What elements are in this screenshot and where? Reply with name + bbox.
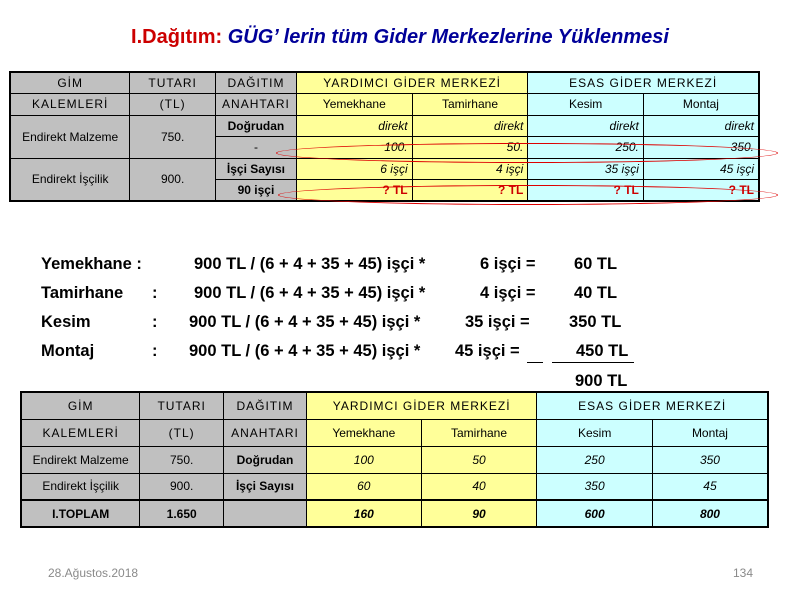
amount-cell: 900. <box>130 158 216 201</box>
slide-title <box>0 26 800 49</box>
item-cell: Endirekt Malzeme <box>21 446 140 473</box>
value-cell: 45 işçi <box>643 158 759 180</box>
allocation-input-table <box>9 71 760 202</box>
value-cell: 250 <box>537 446 653 473</box>
value-cell: ? TL <box>528 180 644 202</box>
highlight-ellipse-unknowns <box>278 185 778 205</box>
amount-cell: 900. <box>140 473 224 500</box>
header-gim: GİM <box>10 72 130 94</box>
item-cell: Endirekt Malzeme <box>10 115 130 158</box>
header-support-centers: YARDIMCI GİDER MERKEZİ <box>296 72 527 94</box>
value-cell: 60 <box>306 473 421 500</box>
header-tl: (TL) <box>140 419 224 446</box>
value-cell: 350 <box>537 473 653 500</box>
calc-colon: : <box>152 342 158 360</box>
header-anahtari: ANAHTARI <box>224 419 307 446</box>
item-cell: Endirekt İşçilik <box>21 473 140 500</box>
header-support-centers: YARDIMCI GİDER MERKEZİ <box>306 392 536 419</box>
item-cell: Endirekt İşçilik <box>10 158 130 201</box>
value-cell: ? TL <box>296 180 412 202</box>
calc-workers: 35 işçi = <box>465 313 530 331</box>
total-item-cell: I.TOPLAM <box>21 500 140 527</box>
value-cell: 6 işçi <box>296 158 412 180</box>
calc-formula: 900 TL / (6 + 4 + 35 + 45) işçi * <box>189 313 421 331</box>
value-cell: 100. <box>296 137 412 159</box>
total-value-cell: 90 <box>421 500 537 527</box>
header-yemekhane: Yemekhane <box>296 94 412 116</box>
calc-workers: 6 işçi = <box>480 255 536 273</box>
value-cell: direkt <box>528 115 644 137</box>
calc-colon: : <box>152 313 158 331</box>
title-part-1: I.Dağıtım: <box>131 26 228 48</box>
calc-center-name: Montaj <box>41 342 95 360</box>
key-cell: 90 işçi <box>215 180 296 202</box>
header-gim: GİM <box>21 392 140 419</box>
key-cell: Doğrudan <box>215 115 296 137</box>
value-cell: direkt <box>643 115 759 137</box>
total-key-cell <box>224 500 307 527</box>
value-cell: 350 <box>652 446 768 473</box>
total-row <box>21 500 768 527</box>
calc-result: 350 TL <box>569 313 622 331</box>
value-cell: 45 <box>652 473 768 500</box>
total-value-cell: 800 <box>652 500 768 527</box>
calc-formula: 900 TL / (6 + 4 + 35 + 45) işçi * <box>194 255 426 273</box>
value-cell: 4 işçi <box>412 158 528 180</box>
value-cell: ? TL <box>412 180 528 202</box>
header-tl: (TL) <box>130 94 216 116</box>
key-cell: İşçi Sayısı <box>215 158 296 180</box>
calc-center-name: Tamirhane <box>41 284 124 302</box>
calc-center-name: Kesim <box>41 313 91 331</box>
calc-workers: 4 işçi = <box>480 284 536 302</box>
calc-result: 40 TL <box>574 284 618 302</box>
calc-workers: 45 işçi = <box>455 342 520 360</box>
value-cell: 35 işçi <box>528 158 644 180</box>
header-tutari: TUTARI <box>130 72 216 94</box>
amount-cell: 750. <box>130 115 216 158</box>
key-cell: Doğrudan <box>224 446 307 473</box>
title-part-2: GÜG’ lerin tüm Gider Merkezlerine Yüklenmesi <box>227 26 669 48</box>
value-cell: 100 <box>306 446 421 473</box>
header-dagitim: DAĞITIM <box>224 392 307 419</box>
key-cell: İşçi Sayısı <box>224 473 307 500</box>
header-kesim: Kesim <box>537 419 653 446</box>
header-anahtari: ANAHTARI <box>215 94 296 116</box>
header-yemekhane: Yemekhane <box>306 419 421 446</box>
slide-page-number: 134 <box>733 566 754 580</box>
calc-result: 450 TL <box>576 342 629 360</box>
value-cell: ? TL <box>643 180 759 202</box>
header-kalemleri: KALEMLERİ <box>21 419 140 446</box>
table-row <box>21 473 768 500</box>
calc-result: 60 TL <box>574 255 618 273</box>
value-cell: 50 <box>421 446 537 473</box>
total-value-cell: 160 <box>306 500 421 527</box>
header-main-centers: ESAS GİDER MERKEZİ <box>537 392 768 419</box>
value-cell: direkt <box>296 115 412 137</box>
slide-date: 28.Ağustos.2018 <box>48 566 139 580</box>
calc-center-name: Yemekhane : <box>41 255 142 273</box>
header-tamirhane: Tamirhane <box>412 94 528 116</box>
allocation-result-table <box>20 391 769 528</box>
calc-formula: 900 TL / (6 + 4 + 35 + 45) işçi * <box>194 284 426 302</box>
header-montaj: Montaj <box>643 94 759 116</box>
total-value-cell: 600 <box>537 500 653 527</box>
key-cell: - <box>215 137 296 159</box>
header-kalemleri: KALEMLERİ <box>10 94 130 116</box>
highlight-ellipse-amounts <box>276 143 778 163</box>
calc-colon: : <box>152 284 158 302</box>
underline-result <box>552 362 634 363</box>
amount-cell: 750. <box>140 446 224 473</box>
underline-equals <box>527 362 543 363</box>
header-tamirhane: Tamirhane <box>421 419 537 446</box>
calc-formula: 900 TL / (6 + 4 + 35 + 45) işçi * <box>189 342 421 360</box>
header-kesim: Kesim <box>528 94 644 116</box>
table-row <box>21 446 768 473</box>
calc-total: 900 TL <box>575 372 628 390</box>
value-cell: 250. <box>528 137 644 159</box>
header-montaj: Montaj <box>652 419 768 446</box>
value-cell: 50. <box>412 137 528 159</box>
header-main-centers: ESAS GİDER MERKEZİ <box>528 72 759 94</box>
total-amount-cell: 1.650 <box>140 500 224 527</box>
table-row <box>10 115 759 137</box>
header-dagitim: DAĞITIM <box>215 72 296 94</box>
value-cell: 350. <box>643 137 759 159</box>
value-cell: 40 <box>421 473 537 500</box>
value-cell: direkt <box>412 115 528 137</box>
header-tutari: TUTARI <box>140 392 224 419</box>
